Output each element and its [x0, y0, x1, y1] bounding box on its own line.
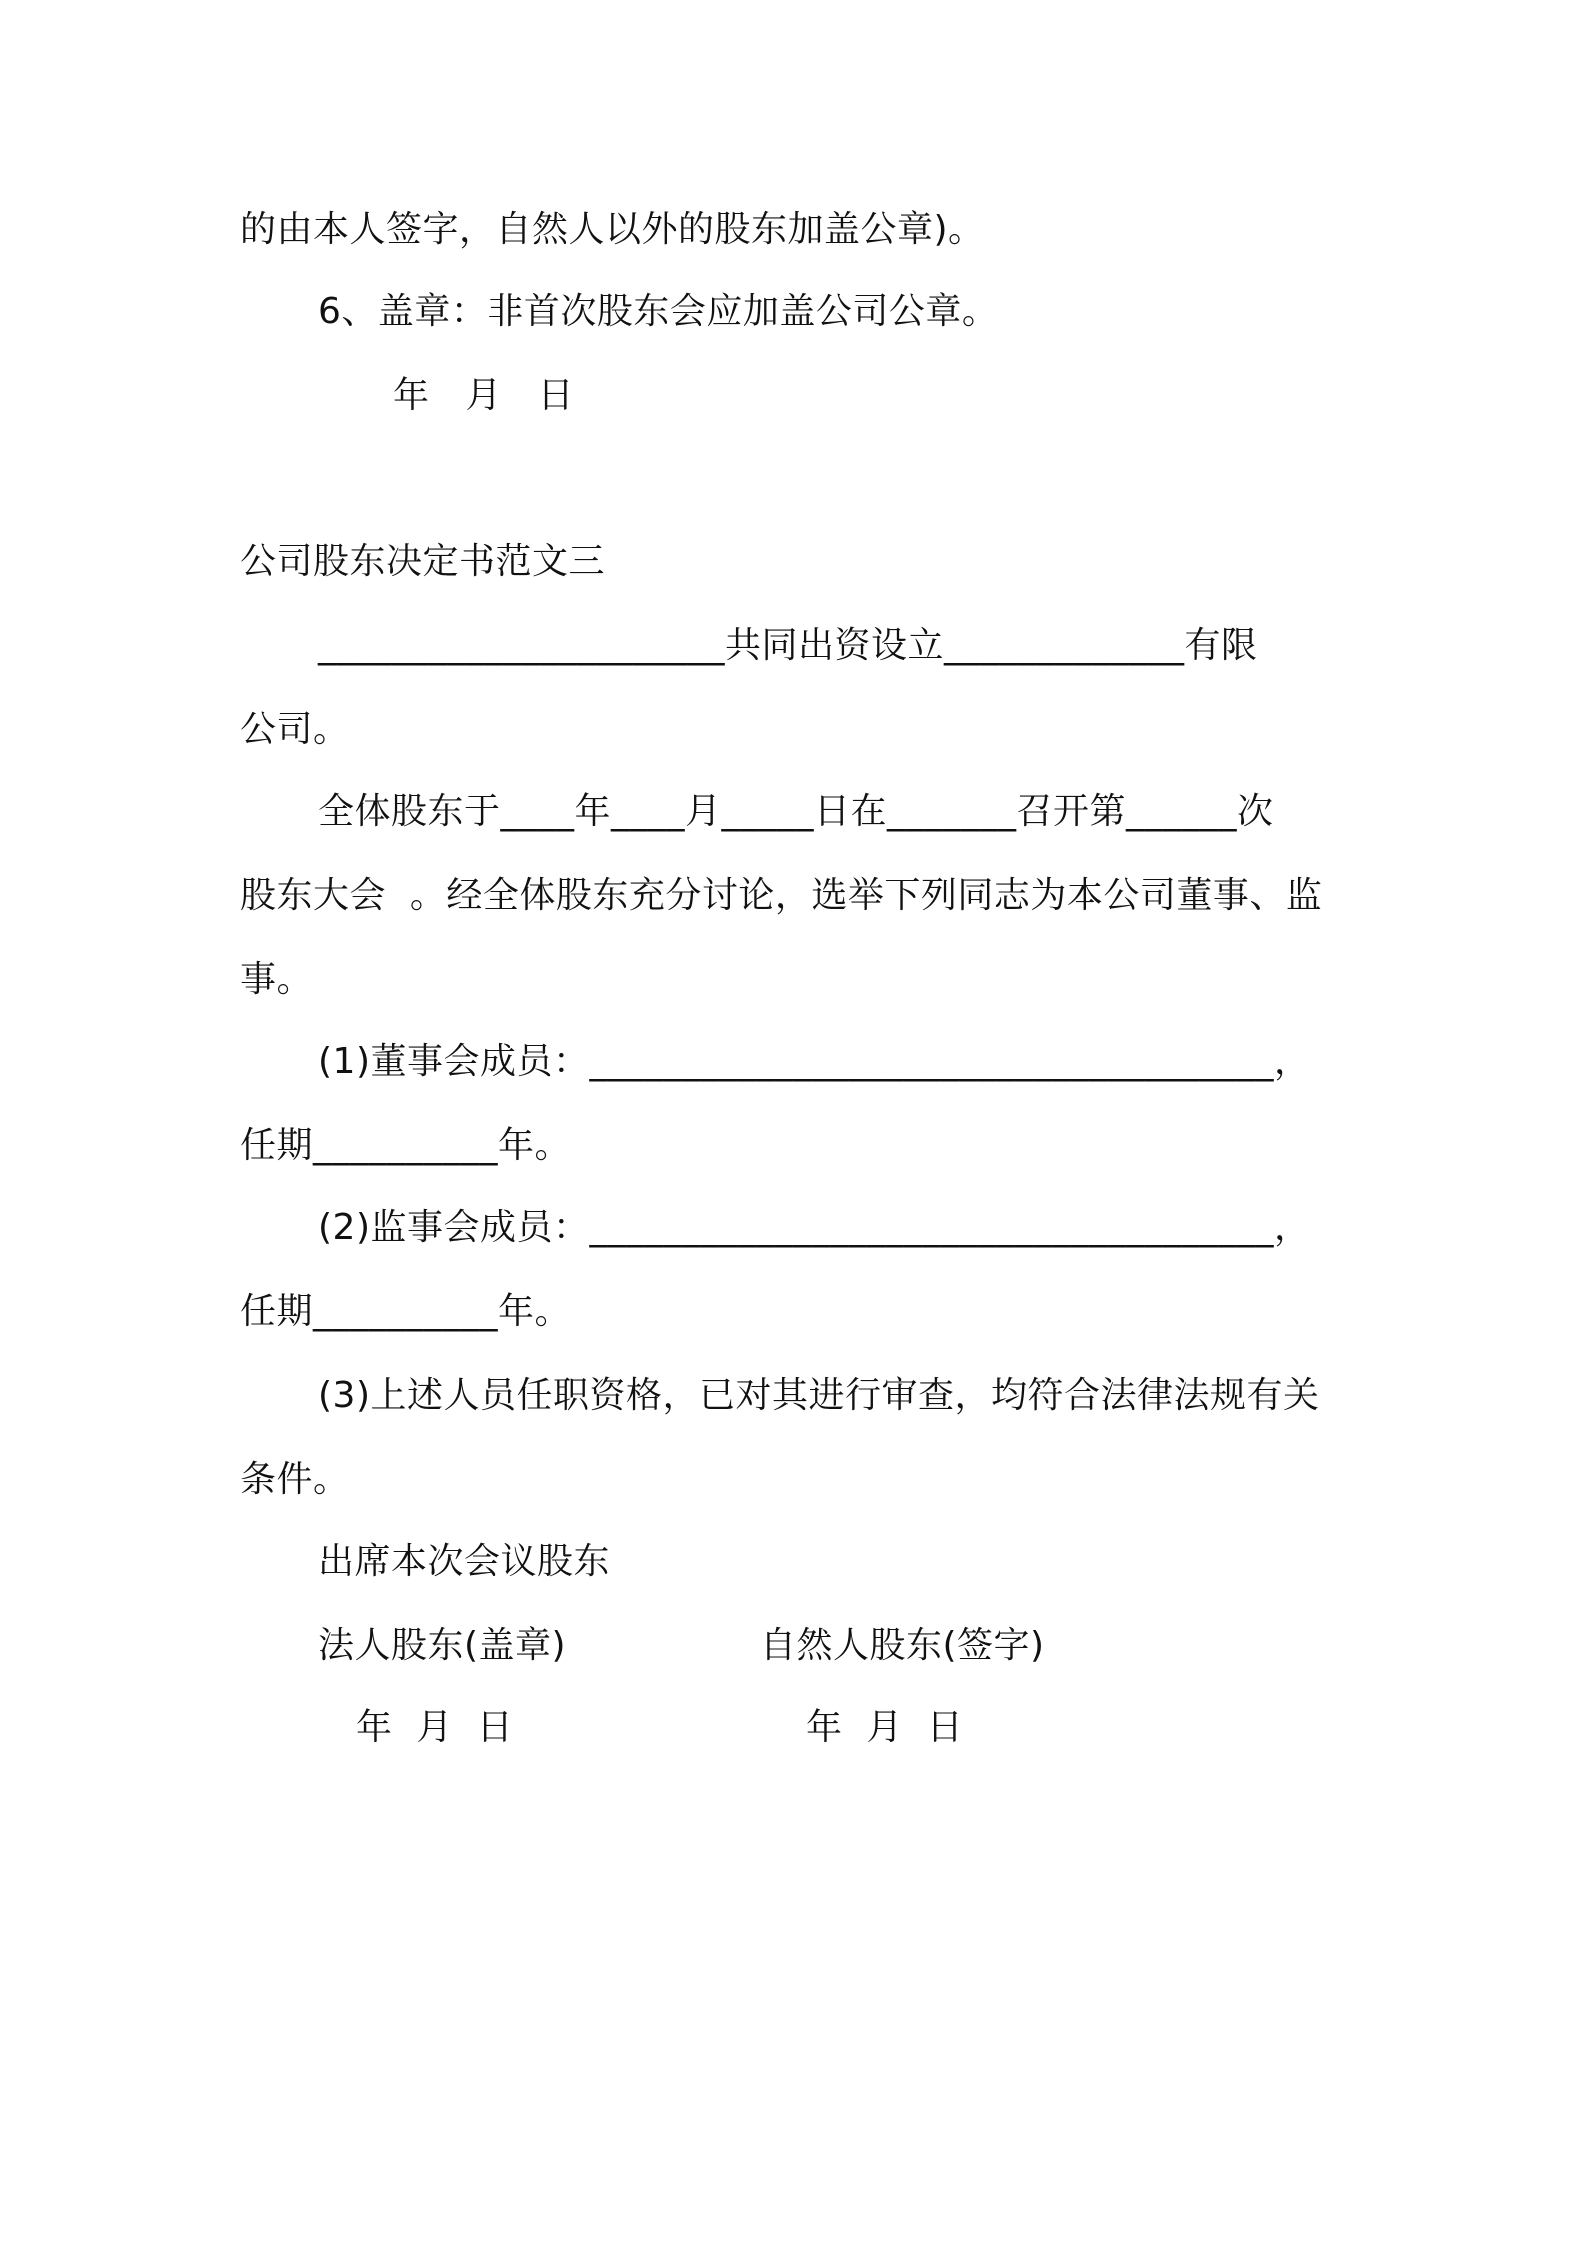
- natural-shareholder-sign-label: 自然人股东(签字): [760, 1625, 1045, 1666]
- paragraph-line-meeting: 全体股东于____年____月_____日在_______召开第______次: [318, 791, 1274, 832]
- date-line-left: 年 月 日: [356, 1707, 514, 1748]
- legal-shareholder-seal-label: 法人股东(盖章): [318, 1625, 567, 1666]
- supervisor-members-line: (2)监事会成员：_____________________________________，: [318, 1207, 1311, 1248]
- board-members-line: (1)董事会成员：_____________________________________，: [318, 1041, 1311, 1082]
- qualification-line: (3)上述人员任职资格，已对其进行审查，均符合法律法规有关: [318, 1375, 1320, 1416]
- board-term-line: 任期__________年。: [240, 1125, 572, 1166]
- paragraph-line-establishment: ______________________共同出资设立_____________有限: [318, 625, 1258, 666]
- supervisor-term-line: 任期__________年。: [240, 1291, 572, 1332]
- paragraph-line-1: 的由本人签字，自然人以外的股东加盖公章)。: [240, 209, 985, 250]
- paragraph-line-company: 公司。: [240, 709, 350, 750]
- date-line-top: 年 月 日: [393, 375, 575, 416]
- paragraph-line-2: 6、盖章：非首次股东会应加盖公司公章。: [318, 291, 999, 332]
- qualification-line-2: 条件。: [240, 1459, 350, 1500]
- date-line-right: 年 月 日: [806, 1707, 964, 1748]
- attendees-label: 出席本次会议股东: [318, 1541, 611, 1582]
- paragraph-line-meeting-3: 事。: [240, 959, 314, 1000]
- paragraph-line-meeting-2: 股东大会 。经全体股东充分讨论，选举下列同志为本公司董事、监: [240, 875, 1323, 916]
- section-title: 公司股东决定书范文三: [240, 541, 606, 582]
